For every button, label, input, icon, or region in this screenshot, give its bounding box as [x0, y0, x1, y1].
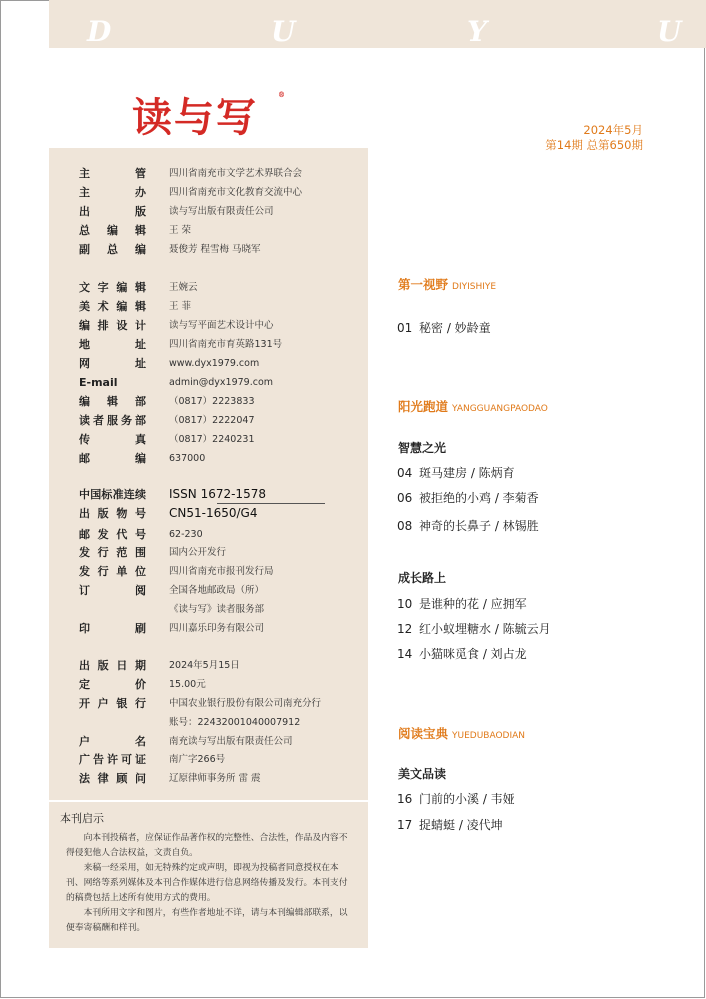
toc-item[interactable]: 16 门前的小溪 / 韦娅: [397, 792, 515, 806]
toc-item[interactable]: 04 斑马建房 / 陈炳育: [397, 466, 515, 480]
header-letter: U: [657, 15, 682, 48]
toc-section-title: 阳光跑道 YANGGUANGPAODAO: [398, 399, 548, 414]
toc-item[interactable]: 12 红小蚁埋糖水 / 陈毓云月: [397, 622, 551, 636]
notice-paragraph: 本刊所用文字和图片，有些作者地址不详，请与本刊编辑部联系，以便奉寄稿酬和样刊。: [66, 908, 348, 933]
toc-subsection-title: 美文品读: [398, 767, 447, 781]
toc-subsection-title: 成长路上: [398, 571, 447, 585]
header-letter: Y: [467, 15, 487, 48]
issue-number: 第14期 总第650期: [545, 138, 643, 152]
issue-date: 2024年5月: [583, 123, 643, 137]
toc-item[interactable]: 14 小猫咪觅食 / 刘占龙: [397, 647, 527, 661]
header-letter: D: [87, 15, 112, 48]
registered-mark: ®: [278, 90, 287, 99]
toc-subsection-title: 智慧之光: [398, 441, 447, 455]
toc-section-title: 阅读宝典 YUEDUBAODIAN: [398, 726, 526, 741]
toc-item[interactable]: 17 捉蜻蜓 / 凌代坤: [397, 818, 503, 832]
header-letter: U: [271, 15, 296, 48]
header-band: [49, 0, 706, 48]
notice-paragraph: 来稿一经采用，如无特殊约定或声明，即视为投稿者同意授权在本刊、网络等系列媒体及本刊合作媒体进行信息网络传播及发行。本刊支付的稿费包括上述所有使用方式的费用。: [66, 863, 348, 903]
magazine-logo: [132, 86, 287, 143]
toc-item[interactable]: 10 是谁种的花 / 应拥军: [397, 597, 527, 611]
toc-item[interactable]: 08 神奇的长鼻子 / 林锡胜: [397, 519, 539, 533]
masthead-box: 主管 四川省南充市文学艺术界联合会 主办 四川省南充市文化教育交流中心 出版 读与写出版有限责任公司 总编辑 王 荣 副总编 聂俊芳 程雪梅 马晓军 文字编辑 王婉云 美术编辑 王 菲 编排设计 读与写平面艺术设计中心 地址 四川省南充市育英路131号 网址 www.dyx1979.com E-mail admin@dyx1979.com 编辑部 （0817）2223833 读者服务部 （0817）2222047 传真 （0817）2240231 邮编 637000 中国标准连续 ISSN 1672-1578 出版物号 CN51-1650/G4 邮发代号 62-230 发行范围 国内公开发行 发行单位 四川省南充市报刊发行局 订阅 全国各地邮政局（所） 《读与写》读者服务部 印刷 四川嘉乐印务有限公司 出版日期 2024年5月15日 定价 15.00元 开户银行 中国农业银行股份有限公司南充分行 账号：22432001040007912 户名 南充读与写出版有限责任公司 广告许可证 南广字266号 法律顾问 辽原律师事务所 雷 震: [49, 148, 368, 800]
toc-section-title: 第一视野 DIYISHIYE: [398, 277, 497, 292]
notice-title: 本刊启示: [60, 812, 104, 825]
logo-text: 读与写: [132, 94, 258, 141]
issn-underline: [217, 503, 325, 504]
toc-item[interactable]: 01 秘密 / 妙龄童: [397, 321, 491, 335]
toc-item[interactable]: 06 被拒绝的小鸡 / 李菊香: [397, 491, 539, 505]
notice-paragraph: 向本刊投稿者，应保证作品著作权的完整性、合法性，作品及内容不得侵犯他人合法权益，文责自负。: [66, 833, 348, 858]
notice-box: [49, 802, 368, 948]
notice-body: [66, 831, 350, 936]
